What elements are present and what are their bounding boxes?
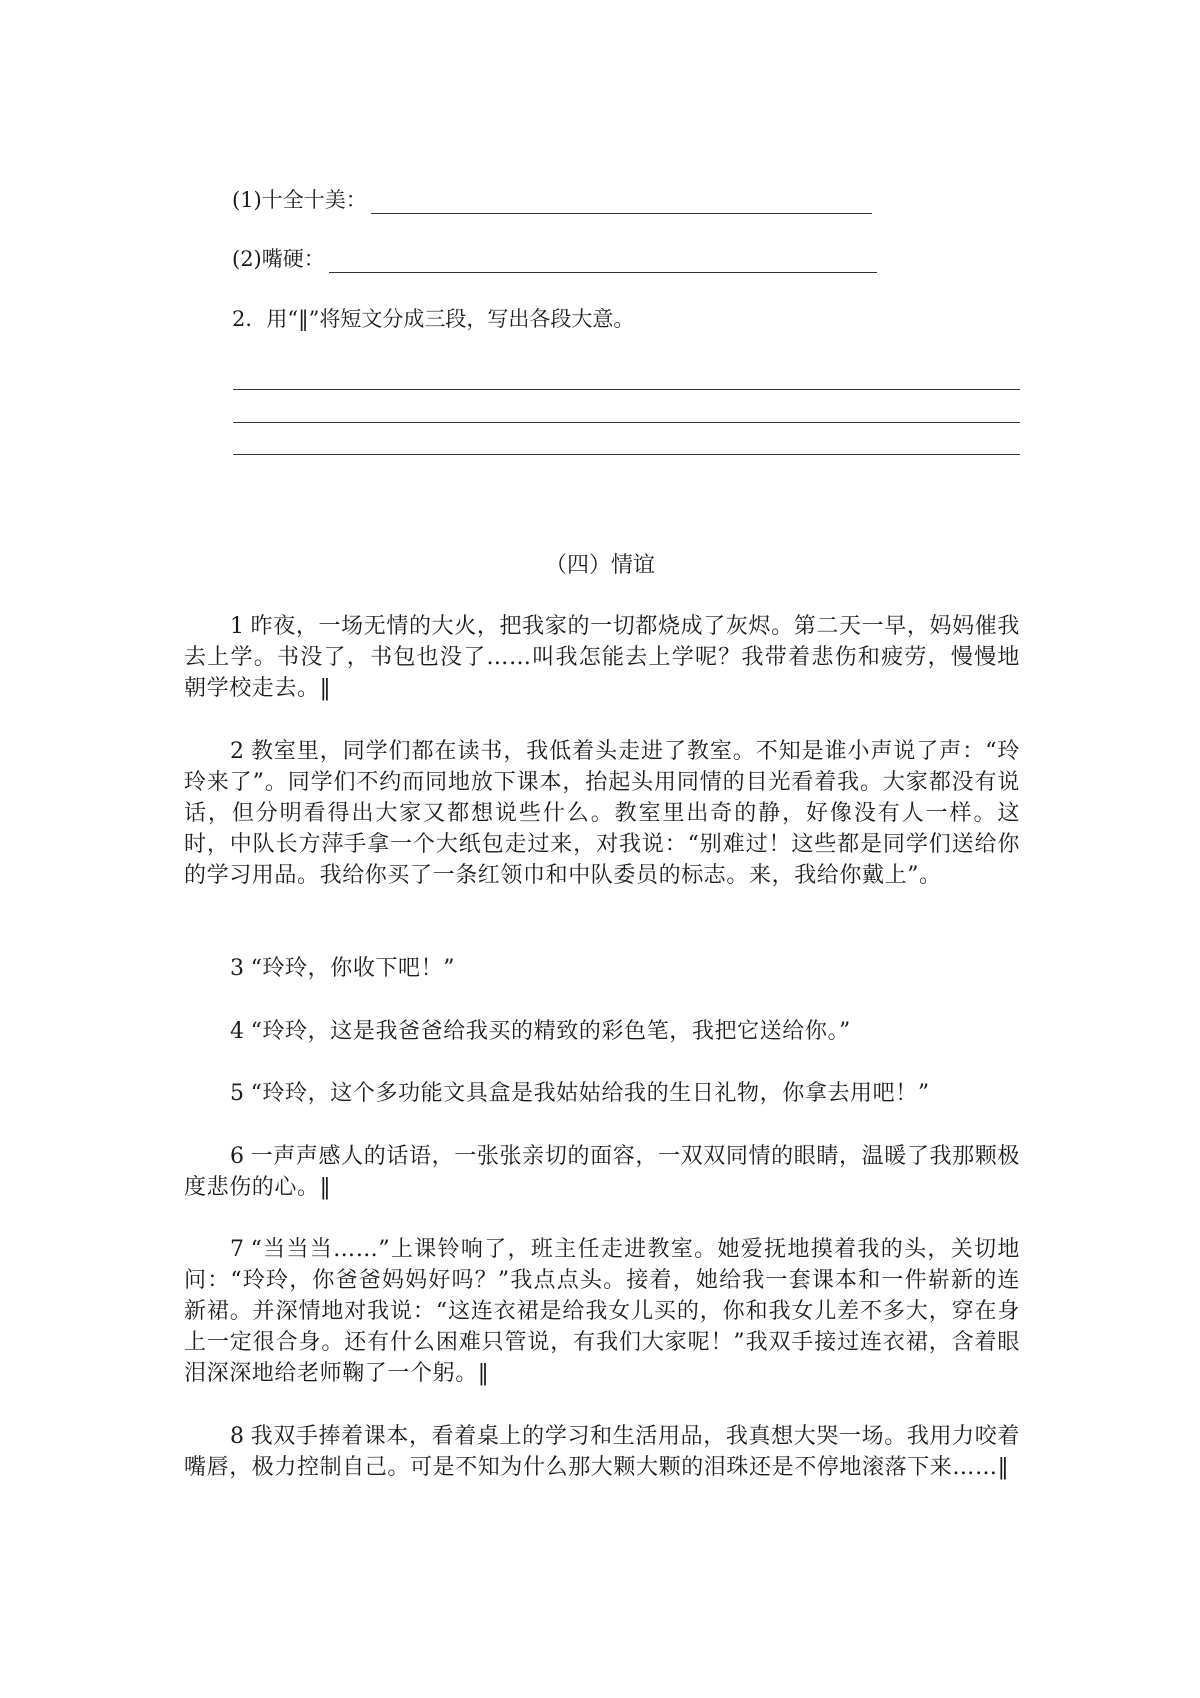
paragraph-text: 我双手捧着课本，看着桌上的学习和生活用品，我真想大哭一场。我用力咬着嘴唇，极力控制自己。可是不知为什么那大颗大颗的泪珠还是不停地滚落下来……‖ [184, 1424, 1020, 1480]
paragraph-5 [184, 1078, 1020, 1109]
paragraph-text: “玲玲，这个多功能文具盒是我姑姑给我的生日礼物，你拿去用吧！” [250, 1081, 930, 1106]
paragraph-text: 昨夜，一场无情的大火，把我家的一切都烧成了灰烬。第二天一早，妈妈催我去上学。书没了，书包也没了……叫我怎能去上学呢？我带着悲伤和疲劳，慢慢地朝学校走去。‖ [184, 614, 1020, 701]
answer-line-2[interactable] [233, 422, 1020, 423]
paragraph-text: “玲玲，这是我爸爸给我买的精致的彩色笔，我把它送给你。” [250, 1019, 851, 1044]
paragraph-7 [184, 1234, 1020, 1389]
answer-blank-2[interactable] [329, 250, 877, 273]
paragraph-8 [184, 1421, 1020, 1483]
question-1-item-2-label: (2)嘴硬： [232, 247, 325, 271]
question-1-item-2 [232, 245, 877, 273]
paragraph-2 [184, 736, 1020, 891]
paragraph-number: 8 [230, 1424, 245, 1449]
paragraph-number: 2 [230, 739, 245, 764]
paragraph-4 [184, 1016, 1020, 1047]
question-2 [232, 305, 634, 333]
paragraph-number: 5 [230, 1081, 245, 1106]
paragraph-text: “玲玲，你收下吧！” [250, 956, 456, 981]
section-title: （四）情谊 [544, 553, 655, 578]
paragraph-3 [184, 953, 1020, 984]
paragraph-text: 一声声感人的话语，一张张亲切的面容，一双双同情的眼睛，温暖了我那颗极度悲伤的心。‖ [184, 1144, 1020, 1200]
paragraph-number: 3 [230, 956, 245, 981]
paragraph-text: 教室里，同学们都在读书，我低着头走进了教室。不知是谁小声说了声：“玲玲来了”。同学们不约而同地放下课本，抬起头用同情的目光看着我。大家都没有说话，但分明看得出大家又都想说些什么。教室里出奇的静，好像没有人一样。这时，中队长方萍手拿一个大纸包走过来，对我说：“别难过！这些都是同学们送给你的学习用品。我给你买了一条红领巾和中队委员的标志。来，我给你戴上”。 [184, 739, 1020, 888]
answer-line-3[interactable] [233, 454, 1020, 455]
paragraph-text: “当当当……”上课铃响了，班主任走进教室。她爱抚地摸着我的头，关切地问：“玲玲，你爸爸妈妈好吗？”我点点头。接着，她给我一套课本和一件崭新的连新裙。并深情地对我说：“这连衣裙是给我女儿买的，你和我女儿差不多大，穿在身上一定很合身。还有什么困难只管说，有我们大家呢！”我双手接过连衣裙，含着眼泪深深地给老师鞠了一个躬。‖ [184, 1237, 1020, 1386]
question-2-text: 2．用“‖”将短文分成三段，写出各段大意。 [232, 307, 635, 331]
paragraph-number: 1 [230, 614, 245, 639]
question-1-item-1 [232, 186, 872, 214]
answer-line-1[interactable] [233, 389, 1020, 390]
question-1-item-1-label: (1)十全十美： [232, 188, 367, 212]
paragraph-number: 6 [230, 1144, 245, 1169]
answer-blank-1[interactable] [371, 191, 872, 214]
paragraph-1 [184, 611, 1020, 704]
paragraph-number: 4 [230, 1019, 245, 1044]
paragraph-6 [184, 1141, 1020, 1203]
paragraph-number: 7 [230, 1237, 245, 1262]
